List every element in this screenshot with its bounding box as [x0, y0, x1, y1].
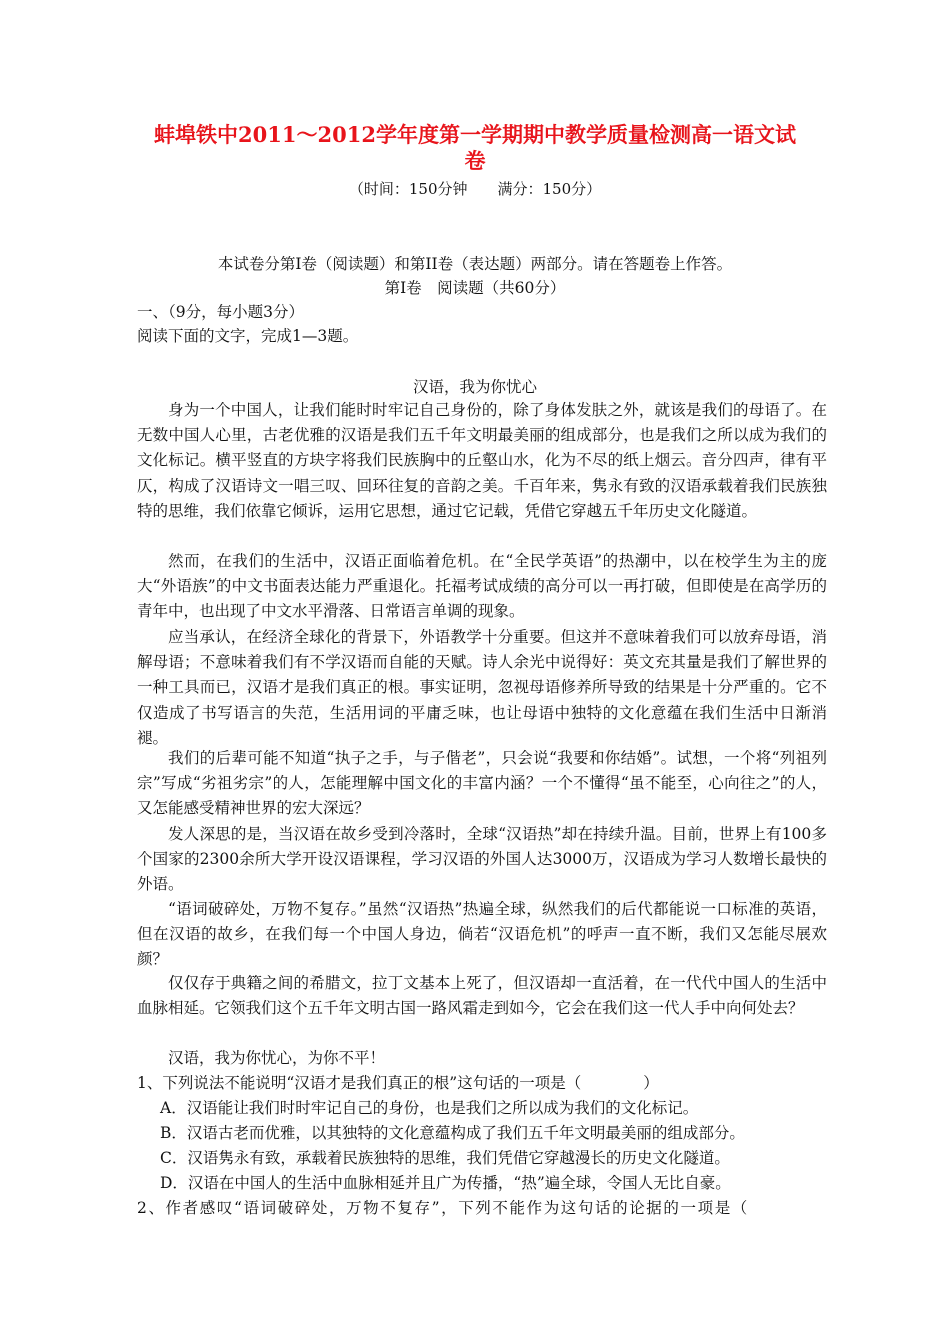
article-paragraph: 身为一个中国人，让我们能时时牢记自己身份的，除了身体发肤之外，就该是我们的母语了。在无数中国人心里，古老优雅的汉语是我们五千年文明最美丽的组成部分，也是我们之所以成为我们的文化标记。横平竖直的方块字将我们民族胸中的丘壑山水，化为不尽的纸上烟云。音分四声，律有平仄，构成了汉语诗文一唱三叹、回环往复的音韵之美。千百年来，隽永有致的汉语承载着我们民族独特的思维，我们依靠它倾诉，运用它思想，通过它记载，凭借它穿越五千年历史文化隧道。 — [137, 401, 827, 520]
question1-option-b: B．汉语古老而优雅，以其独特的文化意蕴构成了我们五千年文明最美丽的组成部分。 — [160, 1124, 745, 1142]
reading-instruction: 阅读下面的文字，完成1—3题。 — [137, 327, 359, 345]
exam-note: 本试卷分第Ⅰ卷（阅读题）和第II卷（表达题）两部分。请在答题卷上作答。 — [217, 255, 733, 273]
article-paragraph: 应当承认，在经济全球化的背景下，外语教学十分重要。但这并不意味着我们可以放弃母语，消解母语；不意味着我们有不学汉语而自能的天赋。诗人余光中说得好：英文充其量是我们了解世界的一种工具而已，汉语才是我们真正的根。事实证明，忽视母语修养所导致的结果是十分严重的。它不仅造成了书写语言的失范，生活用词的平庸乏味，也让母语中独特的文化意蕴在我们生活中日渐消褪。 — [137, 628, 827, 747]
question1-stem: 1、下列说法不能说明“汉语才是我们真正的根”这句话的一项是（ ） — [137, 1074, 659, 1092]
question2-stem: 2、作者感叹“语词破碎处，万物不复存”，下列不能作为这句话的论据的一项是（ — [137, 1199, 749, 1217]
exam-info: （时间：150分钟 满分：150分） — [348, 180, 602, 198]
part1-heading: 第Ⅰ卷 阅读题（共60分） — [384, 279, 566, 297]
article-title: 汉语，我为你忧心 — [412, 378, 537, 396]
article-paragraph: 汉语，我为你忧心，为你不平！ — [168, 1049, 386, 1067]
article-paragraph: 发人深思的是，当汉语在故乡受到冷落时，全球“汉语热”却在持续升温。目前，世界上有100多个国家的2300余所大学开设汉语课程，学习汉语的外国人达3000万，汉语成为学习人数增长最快的外语。 — [137, 825, 827, 894]
exam-title-line2: 卷 — [464, 148, 486, 173]
section1-heading: 一、（9分，每小题3分） — [137, 303, 304, 321]
article-paragraph: 我们的后辈可能不知道“执子之手，与子偕老”，只会说“我要和你结婚”。试想，一个将“列祖列宗”写成“劣祖劣宗”的人，怎能理解中国文化的丰富内涵？一个不懂得“虽不能至，心向往之”的人，又怎能感受精神世界的宏大深远？ — [137, 749, 827, 818]
exam-title-line1: 蚌埠铁中2011～2012学年度第一学期期中教学质量检测高一语文试 — [154, 122, 796, 147]
article-paragraph: “语词破碎处，万物不复存。”虽然“汉语热”热遍全球，纵然我们的后代都能说一口标准的英语，但在汉语的故乡，在我们每一个中国人身边，倘若“汉语危机”的呼声一直不断，我们又怎能尽展欢颜？ — [137, 900, 827, 969]
article-paragraph: 然而，在我们的生活中，汉语正面临着危机。在“全民学英语”的热潮中，以在校学生为主的庞大“外语族”的中文书面表达能力严重退化。托福考试成绩的高分可以一再打破，但即使是在高学历的青年中，也出现了中文水平滑落、日常语言单调的现象。 — [137, 552, 827, 621]
question1-option-a: A．汉语能让我们时时牢记自己的身份，也是我们之所以成为我们的文化标记。 — [160, 1099, 699, 1117]
article-paragraph: 仅仅存于典籍之间的希腊文，拉丁文基本上死了，但汉语却一直活着，在一代代中国人的生活中血脉相延。它领我们这个五千年文明古国一路风霜走到如今，它会在我们这一代人手中向何处去？ — [137, 974, 827, 1018]
question1-option-c: C．汉语隽永有致，承载着民族独特的思维，我们凭借它穿越漫长的历史文化隧道。 — [160, 1149, 730, 1167]
question1-option-d: D．汉语在中国人的生活中血脉相延并且广为传播，“热”遍全球，令国人无比自豪。 — [160, 1174, 731, 1192]
